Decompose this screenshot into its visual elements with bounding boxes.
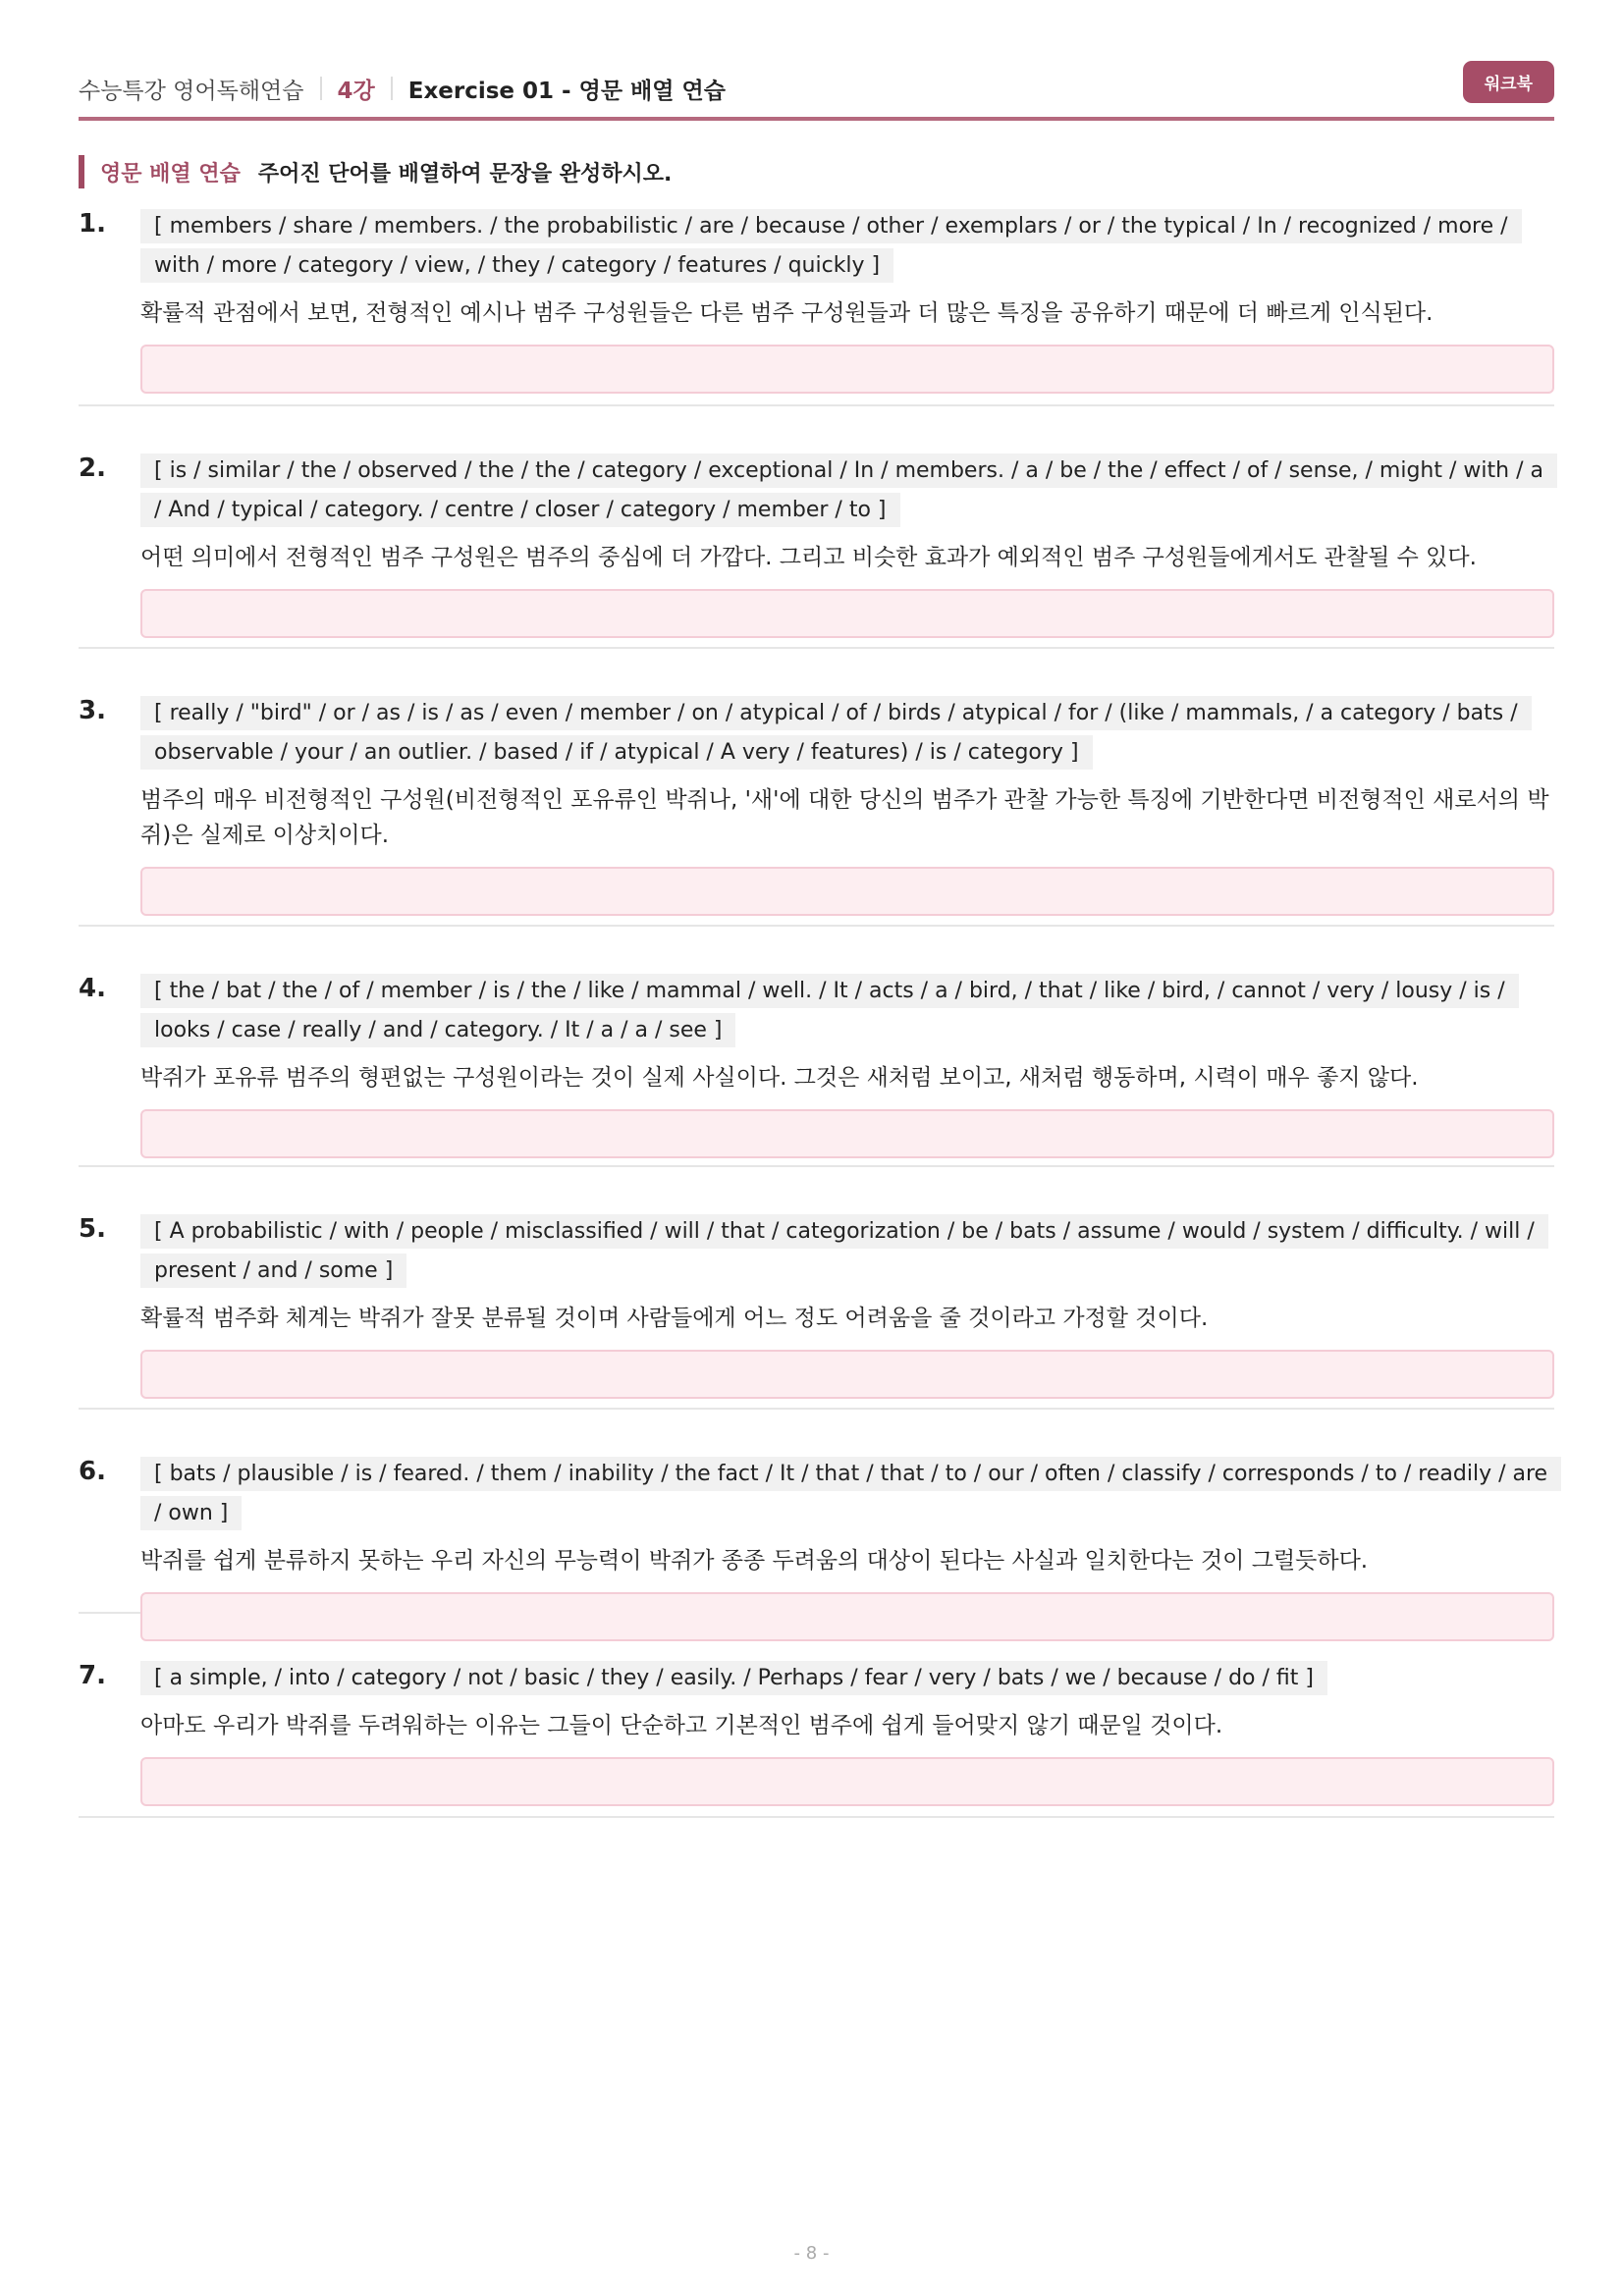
item-number: 2.	[79, 454, 106, 483]
book-title: 수능특강 영어독해연습	[79, 78, 304, 104]
korean-translation: 박쥐를 쉽게 분류하지 못하는 우리 자신의 무능력이 박쥐가 종종 두려움의 대상이 된다는 사실과 일치한다는 것이 그럴듯하다.	[140, 1548, 1369, 1574]
section-heading	[79, 155, 672, 188]
exercise-item	[79, 1167, 1554, 1410]
exercise-item	[79, 649, 1554, 927]
exercise-item	[79, 927, 1554, 1167]
section-label: 영문 배열 연습	[100, 161, 241, 187]
item-number: 4.	[79, 974, 106, 1003]
word-bank: [ is / similar / the / observed / the / the / category / exceptional / In / members. / a / be / the / effect / of / sense, / might / with / a / And / typical / category. / centre / closer / category / member / to ]	[140, 454, 1557, 527]
word-bank: [ A probabilistic / with / people / misclassified / will / that / categorization / be / bats / assume / would / system / difficulty. / will / present / and / some ]	[140, 1214, 1548, 1288]
word-bank: [ members / share / members. / the probabilistic / are / because / other / exemplars / or / the typical / In / recognized / more / with / more / category / view, / they / category / features / quickly ]	[140, 209, 1522, 283]
exercise-item	[79, 406, 1554, 649]
korean-translation: 박쥐가 포유류 범주의 형편없는 구성원이라는 것이 실제 사실이다. 그것은 새처럼 보이고, 새처럼 행동하며, 시력이 매우 좋지 않다.	[140, 1065, 1419, 1091]
korean-translation: 어떤 의미에서 전형적인 범주 구성원은 범주의 중심에 더 가깝다. 그리고 비슷한 효과가 예외적인 범주 구성원들에게서도 관찰될 수 있다.	[140, 545, 1477, 570]
word-bank: [ bats / plausible / is / feared. / them / inability / the fact / It / that / that / to / our / often / classify / corresponds / to / readily / are / own ]	[140, 1457, 1561, 1530]
answer-box[interactable]	[140, 589, 1554, 638]
header-divider	[320, 77, 322, 100]
answer-box[interactable]	[140, 345, 1554, 394]
item-number: 5.	[79, 1214, 106, 1244]
exercise-list	[79, 201, 1554, 1818]
item-number: 1.	[79, 209, 106, 239]
page-number: - 8 -	[793, 2243, 830, 2264]
korean-translation: 아마도 우리가 박쥐를 두려워하는 이유는 그들이 단순하고 기본적인 범주에 쉽게 들어맞지 않기 때문일 것이다.	[140, 1713, 1223, 1738]
item-number: 6.	[79, 1457, 106, 1486]
exercise-item	[79, 1410, 1554, 1614]
word-bank: [ the / bat / the / of / member / is / the / like / mammal / well. / It / acts / a / bird, / that / like / bird, / cannot / very / lousy / is / looks / case / really / and / category. / It / a / a / see ]	[140, 974, 1519, 1047]
exercise-item	[79, 1614, 1554, 1818]
answer-box[interactable]	[140, 1350, 1554, 1399]
korean-translation: 확률적 범주화 체계는 박쥐가 잘못 분류될 것이며 사람들에게 어느 정도 어려움을 줄 것이라고 가정할 것이다.	[140, 1306, 1209, 1331]
lesson-label: 4강	[337, 78, 375, 104]
exercise-item	[79, 201, 1554, 406]
header-rule	[79, 117, 1554, 121]
section-instruction: 주어진 단어를 배열하여 문장을 완성하시오.	[257, 161, 673, 187]
item-number: 3.	[79, 696, 106, 725]
workbook-badge: 워크북	[1463, 61, 1554, 103]
answer-box[interactable]	[140, 1757, 1554, 1806]
page-header	[79, 59, 1554, 118]
word-bank: [ really / "bird" / or / as / is / as / even / member / on / atypical / of / birds / atypical / for / (like / mammals, / a category / bats / observable / your / an outlier. / based / if / atypical / A very / features) / is / category ]	[140, 696, 1532, 770]
answer-box[interactable]	[140, 867, 1554, 916]
answer-box[interactable]	[140, 1109, 1554, 1158]
korean-translation: 확률적 관점에서 보면, 전형적인 예시나 범주 구성원들은 다른 범주 구성원들과 더 많은 특징을 공유하기 때문에 더 빠르게 인식된다.	[140, 300, 1434, 326]
korean-translation: 범주의 매우 비전형적인 구성원(비전형적인 포유류인 박쥐나, '새'에 대한 당신의 범주가 관찰 가능한 특징에 기반한다면 비전형적인 새로서의 박쥐)은 실제로 이상치이다.	[140, 787, 1549, 848]
header-divider	[391, 77, 393, 100]
item-number: 7.	[79, 1661, 106, 1690]
exercise-title: Exercise 01 - 영문 배열 연습	[407, 78, 726, 104]
word-bank: [ a simple, / into / category / not / basic / they / easily. / Perhaps / fear / very / bats / we / because / do / fit ]	[140, 1661, 1327, 1695]
